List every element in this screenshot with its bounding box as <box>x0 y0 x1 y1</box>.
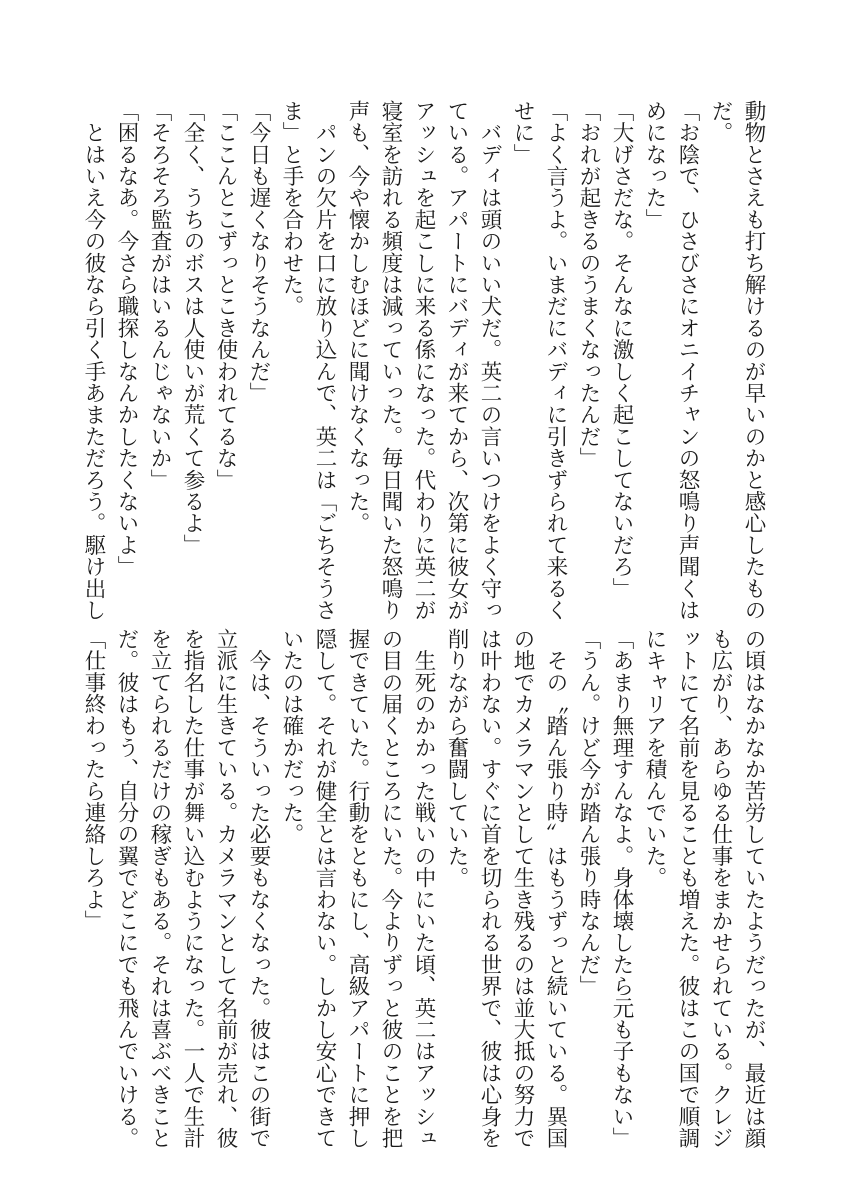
text-column: 「お陰で、ひさびさにオニイチャンの怒鳴り声聞くは <box>675 100 700 621</box>
text-column: 「あまり無理すんなよ。身体壊したら元も子もない」 <box>609 628 634 1149</box>
text-column: 「全く、うちのボスは人使いが荒くて参るよ」 <box>180 100 205 556</box>
text-column: だ。 <box>708 100 733 144</box>
text-column: 「困るなあ。今さら職探しなんかしたくないよ」 <box>114 100 139 578</box>
text-column: 削りながら奮闘していた。 <box>444 628 469 889</box>
text-block-top <box>81 100 770 621</box>
text-column: その〝踏ん張り時〟はもうずっと続いている。異国 <box>543 628 568 1149</box>
text-column: 隠して。それが健全とは言わない。しかし安心できて <box>312 628 337 1149</box>
text-column: せに」 <box>510 100 535 166</box>
text-column: 「そろそろ監査がはいるんじゃないか」 <box>147 100 172 491</box>
text-column: 握できていた。行動をともにし、高級アパートに押し <box>345 628 370 1149</box>
text-column: 「今日も遅くなりそうなんだ」 <box>246 100 271 404</box>
text-column: 「仕事終わったら連絡しろよ」 <box>81 628 106 932</box>
text-column: 今は、そういった必要もなくなった。彼はこの街で <box>246 628 271 1149</box>
text-column: ットにて名前を見ることも増えた。彼はこの国で順調 <box>675 628 700 1149</box>
text-column: の頃はなかなか苦労していたようだったが、最近は顔 <box>741 628 766 1149</box>
text-column: 「うん。けど今が踏ん張り時なんだ」 <box>576 628 601 997</box>
text-column: ま」と手を合わせた。 <box>279 100 304 317</box>
text-column: とはいえ今の彼なら引く手あまただろう。駆け出し <box>81 100 106 621</box>
text-column: を立てられるだけの稼ぎもある。それは喜ぶべきこと <box>147 628 172 1149</box>
text-column: アッシュを起こしに来る係になった。代わりに英二が <box>411 100 436 621</box>
text-column: 声も、今や懐かしむほどに聞けなくなった。 <box>345 100 370 534</box>
text-column: 「よく言うよ。いまだにバディに引きずられて来るく <box>543 100 568 621</box>
text-column: にキャリアを積んでいた。 <box>642 628 667 889</box>
text-column: バディは頭のいい犬だ。英二の言いつけをよく守っ <box>477 100 502 621</box>
text-column: は叶わない。すぐに首を切られる世界で、彼は心身を <box>477 628 502 1149</box>
text-column: 立派に生きている。カメラマンとして名前が売れ、彼 <box>213 628 238 1149</box>
text-column: 動物とさえも打ち解けるのが早いのかと感心したもの <box>741 100 766 621</box>
text-column: も広がり、あらゆる仕事をまかせられている。クレジ <box>708 628 733 1149</box>
text-column: 「おれが起きるのうまくなったんだ」 <box>576 100 601 469</box>
text-column: ている。アパートにバディが来てから、次第に彼女が <box>444 100 469 621</box>
text-column: いたのは確かだった。 <box>279 628 304 845</box>
text-column: めになった」 <box>642 100 667 231</box>
text-column: だ。彼はもう、自分の翼でどこにでも飛んでいける。 <box>114 628 139 1149</box>
text-column: パンの欠片を口に放り込んで、英二は「ごちそうさ <box>312 100 337 621</box>
text-column: 生死のかかった戦いの中にいた頃、英二はアッシュ <box>411 628 436 1149</box>
text-column: の目の届くところにいた。今よりずっと彼のことを把 <box>378 628 403 1149</box>
text-column: 「大げさだな。そんなに激しく起こしてないだろ」 <box>609 100 634 600</box>
text-column: 「ここんとこずっとこき使われてるな」 <box>213 100 238 491</box>
text-column: を指名した仕事が舞い込むようになった。一人で生計 <box>180 628 205 1149</box>
text-block-bottom <box>81 628 770 1149</box>
text-column: の地でカメラマンとして生き残るのは並大抵の努力で <box>510 628 535 1149</box>
text-column: 寝室を訪れる頻度は減っていった。毎日聞いた怒鳴り <box>378 100 403 621</box>
